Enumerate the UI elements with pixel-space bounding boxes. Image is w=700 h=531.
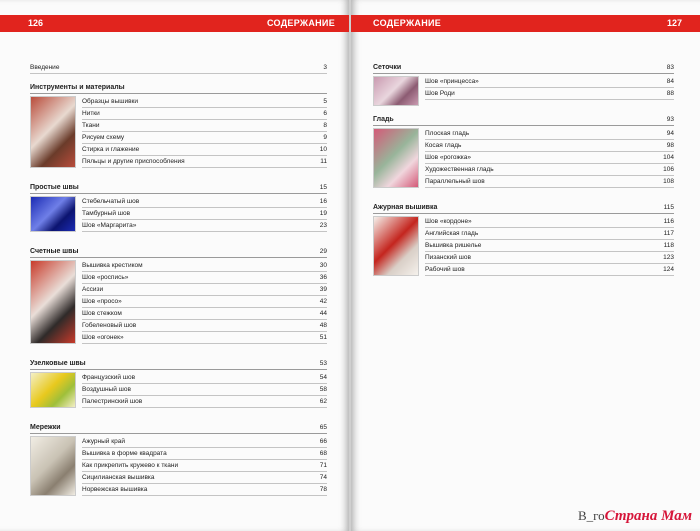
toc-item[interactable]: [82, 260, 327, 272]
toc-item[interactable]: [82, 144, 327, 156]
toc-item-page: 5: [323, 98, 327, 105]
toc-item-rule: [425, 275, 674, 276]
toc-item-label: Пизанский шов: [425, 254, 471, 261]
section-rule: [373, 213, 674, 214]
toc-item[interactable]: [82, 472, 327, 484]
toc-item-page: 48: [319, 322, 327, 329]
toc-item-page: 118: [663, 242, 674, 249]
toc-intro-page: 3: [323, 64, 327, 71]
section-heading-row[interactable]: [30, 422, 327, 434]
right-page-number: 127: [666, 18, 682, 28]
section-title: Мережки: [30, 424, 61, 431]
toc-item-label: Вышивка ришелье: [425, 242, 482, 249]
section-title: Инструменты и материалы: [30, 84, 125, 91]
toc-item-rule: [425, 99, 674, 100]
toc-item[interactable]: [82, 372, 327, 384]
toc-item[interactable]: [425, 140, 674, 152]
toc-item-page: 84: [666, 78, 674, 85]
toc-item-label: Шов «кордоне»: [425, 218, 472, 225]
section-rule: [30, 93, 327, 94]
toc-item-label: Шов «просо»: [82, 298, 122, 305]
toc-rule: [30, 73, 327, 74]
toc-item[interactable]: [82, 96, 327, 108]
section-rule: [373, 125, 674, 126]
toc-item-label: Французский шов: [82, 374, 136, 381]
toc-item-label: Косая гладь: [425, 142, 462, 149]
toc-item[interactable]: [425, 228, 674, 240]
toc-item[interactable]: [425, 240, 674, 252]
toc-item[interactable]: [82, 384, 327, 396]
section-heading-row[interactable]: [30, 246, 327, 258]
toc-item-label: Шов «Маргарита»: [82, 222, 137, 229]
section-heading-row[interactable]: [30, 358, 327, 370]
toc-item-label: Шов Роди: [425, 90, 455, 97]
right-header-title: СОДЕРЖАНИЕ: [373, 18, 442, 28]
toc-item-label: Шов «принцесса»: [425, 78, 479, 85]
toc-item-page: 10: [319, 146, 327, 153]
toc-item-page: 54: [319, 374, 327, 381]
toc-item[interactable]: [82, 120, 327, 132]
toc-item-label: Шов «рогожка»: [425, 154, 472, 161]
section-thumbnail: [30, 96, 76, 168]
toc-intro-row[interactable]: [30, 62, 327, 74]
section-thumbnail: [30, 260, 76, 344]
toc-item-label: Вышивка в форме квадрата: [82, 450, 167, 457]
section-page: 15: [319, 184, 327, 191]
toc-item-label: Ассизи: [82, 286, 104, 293]
toc-item[interactable]: [425, 76, 674, 88]
toc-item-label: Как прикрепить кружево к ткани: [82, 462, 179, 469]
toc-item-page: 98: [666, 142, 674, 149]
section-thumbnail: [373, 76, 419, 106]
section-heading-row[interactable]: [373, 114, 674, 126]
toc-item[interactable]: [82, 156, 327, 168]
toc-item[interactable]: [82, 208, 327, 220]
toc-item-page: 39: [319, 286, 327, 293]
toc-item-page: 108: [663, 178, 674, 185]
toc-item-label: Норвежская вышивка: [82, 486, 148, 493]
toc-item-rule: [82, 231, 327, 232]
section-title: Гладь: [373, 116, 394, 123]
toc-item-page: 78: [319, 486, 327, 493]
toc-item[interactable]: [425, 264, 674, 276]
toc-item-label: Рабочий шов: [425, 266, 465, 273]
toc-item-page: 8: [323, 122, 327, 129]
toc-item-page: 106: [663, 166, 674, 173]
right-page: [351, 0, 700, 531]
watermark-prefix: В_го: [577, 508, 605, 523]
section-thumbnail: [30, 372, 76, 408]
toc-item[interactable]: [425, 164, 674, 176]
toc-item-label: Стирка и глажение: [82, 146, 140, 153]
toc-item-page: 51: [319, 334, 327, 341]
toc-item[interactable]: [82, 108, 327, 120]
toc-item[interactable]: [82, 396, 327, 408]
section-page: 93: [666, 116, 674, 123]
toc-item-label: Вышивка крестиком: [82, 262, 143, 269]
watermark: [578, 508, 692, 525]
toc-item[interactable]: [82, 436, 327, 448]
toc-item[interactable]: [425, 88, 674, 100]
left-page: [0, 0, 349, 531]
toc-item-page: 42: [319, 298, 327, 305]
toc-item-page: 123: [663, 254, 674, 261]
toc-item[interactable]: [82, 296, 327, 308]
toc-item-rule: [82, 407, 327, 408]
toc-item-page: 116: [663, 218, 674, 225]
right-header-bar: [351, 15, 700, 32]
toc-item[interactable]: [82, 320, 327, 332]
toc-item-page: 88: [666, 90, 674, 97]
section-rule: [373, 73, 674, 74]
left-page-number: 126: [28, 18, 44, 28]
section-rule: [30, 193, 327, 194]
toc-item-page: 74: [319, 474, 327, 481]
toc-item-page: 62: [319, 398, 327, 405]
section-heading-row[interactable]: [373, 62, 674, 74]
toc-item-page: 68: [319, 450, 327, 457]
toc-item-page: 58: [319, 386, 327, 393]
toc-item-page: 117: [663, 230, 674, 237]
toc-item-label: Плоская гладь: [425, 130, 470, 137]
toc-item-page: 16: [319, 198, 327, 205]
toc-item-label: Нитки: [82, 110, 100, 117]
section-rule: [30, 433, 327, 434]
toc-item-rule: [82, 167, 327, 168]
toc-item[interactable]: [82, 484, 327, 496]
toc-item[interactable]: [82, 196, 327, 208]
toc-item-label: Ажурный край: [82, 438, 125, 445]
section-title: Сеточки: [373, 64, 402, 71]
toc-item-label: Рисуем схему: [82, 134, 125, 141]
toc-item-page: 66: [319, 438, 327, 445]
section-page: 53: [319, 360, 327, 367]
toc-item-page: 19: [319, 210, 327, 217]
toc-item-page: 94: [666, 130, 674, 137]
toc-item[interactable]: [82, 332, 327, 344]
section-rule: [30, 369, 327, 370]
section-thumbnail: [30, 436, 76, 496]
toc-item-label: Английская гладь: [425, 230, 479, 237]
toc-item[interactable]: [82, 284, 327, 296]
section-title: Узелковые швы: [30, 360, 86, 367]
section-title: Счетные швы: [30, 248, 79, 255]
section-heading-row[interactable]: [30, 82, 327, 94]
toc-item-label: Параллельный шов: [425, 178, 485, 185]
toc-item-page: 9: [323, 134, 327, 141]
section-page: 115: [663, 204, 674, 211]
section-title: Простые швы: [30, 184, 79, 191]
toc-item-label: Пяльцы и другие приспособления: [82, 158, 185, 165]
toc-item-label: Гобеленовый шов: [82, 322, 137, 329]
toc-item-label: Тамбурный шов: [82, 210, 131, 217]
section-thumbnail: [30, 196, 76, 232]
left-header-title: СОДЕРЖАНИЕ: [266, 18, 335, 28]
section-heading-row[interactable]: [30, 182, 327, 194]
toc-item-page: 124: [663, 266, 674, 273]
toc-item[interactable]: [425, 252, 674, 264]
toc-item-rule: [82, 343, 327, 344]
toc-item-rule: [82, 495, 327, 496]
toc-item-page: 104: [663, 154, 674, 161]
toc-item[interactable]: [82, 132, 327, 144]
toc-item-label: Шов «огонек»: [82, 334, 124, 341]
section-title: Ажурная вышивка: [373, 204, 438, 211]
section-page: 83: [666, 64, 674, 71]
toc-item-label: Сицилианская вышивка: [82, 474, 155, 481]
toc-item[interactable]: [82, 308, 327, 320]
toc-item-label: Художественная гладь: [425, 166, 494, 173]
toc-item-label: Стебельчатый шов: [82, 198, 140, 205]
section-heading-row[interactable]: [373, 202, 674, 214]
toc-item-page: 36: [319, 274, 327, 281]
toc-item[interactable]: [82, 272, 327, 284]
toc-item[interactable]: [82, 448, 327, 460]
section-page: 65: [319, 424, 327, 431]
toc-item-page: 30: [319, 262, 327, 269]
section-thumbnail: [373, 216, 419, 276]
toc-item-label: Шов стежком: [82, 310, 122, 317]
toc-item[interactable]: [425, 176, 674, 188]
toc-item-page: 71: [319, 462, 327, 469]
toc-item-page: 6: [323, 110, 327, 117]
toc-item-label: Шов «роспись»: [82, 274, 129, 281]
toc-item-rule: [425, 187, 674, 188]
toc-item[interactable]: [82, 220, 327, 232]
section-page: 29: [319, 248, 327, 255]
toc-item[interactable]: [82, 460, 327, 472]
toc-item-page: 11: [320, 158, 327, 165]
toc-item[interactable]: [425, 216, 674, 228]
left-header-bar: [0, 15, 349, 32]
toc-item[interactable]: [425, 152, 674, 164]
toc-intro-label: Введение: [30, 64, 60, 71]
toc-item-page: 23: [319, 222, 327, 229]
toc-item-page: 44: [319, 310, 327, 317]
toc-item-label: Палестринский шов: [82, 398, 143, 405]
toc-item-label: Воздушный шов: [82, 386, 131, 393]
toc-item-label: Ткани: [82, 122, 100, 129]
section-rule: [30, 257, 327, 258]
section-thumbnail: [373, 128, 419, 188]
toc-item-label: Образцы вышивки: [82, 98, 139, 105]
watermark-brand: Страна Мам: [604, 508, 692, 524]
toc-item[interactable]: [425, 128, 674, 140]
